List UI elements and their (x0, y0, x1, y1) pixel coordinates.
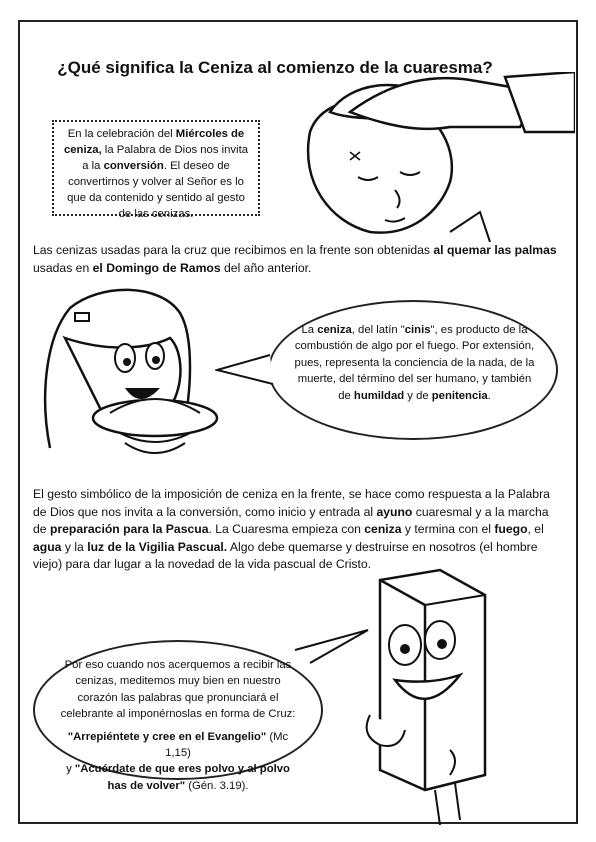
text: y (66, 763, 75, 776)
text: . (487, 389, 491, 402)
bible-quote-2 (55, 761, 301, 794)
text: cuaresmal y a la marcha de (33, 504, 549, 536)
text: (Mc 1,15) (165, 730, 289, 760)
text: . El deseo de convertirnos y volver al Señor es lo que da contenido y sentido al gesto de las cenizas. (67, 160, 245, 220)
bold-text: agua (33, 539, 62, 554)
bold-text: al quemar las palmas (433, 243, 557, 257)
text: usadas en (33, 260, 93, 275)
bible-quote-1 (55, 729, 301, 762)
text: . La Cuaresma empieza con (208, 522, 365, 536)
text: (Gén. 3.19). (185, 779, 249, 792)
text: y termina con el (401, 522, 495, 536)
boy-ashes-illustration (290, 72, 575, 242)
speech-bubble-tail (215, 350, 285, 390)
bold-text: ceniza (317, 324, 352, 336)
text: del año anterior. (220, 260, 312, 275)
girl-bowl-illustration (30, 278, 240, 478)
text: Algo debe quemarse y destruirse en nosotros (el hombre viejo) para dar lugar a la novedad de la vida pascual de Cristo. (33, 539, 538, 571)
book-character-illustration (345, 565, 495, 825)
text: El gesto simbólico de la imposición de ceniza en la frente, se hace como respuesta a la Palabra de Dios que nos invita a la conversión, como inicio y entrada al (33, 487, 550, 519)
bold-text: "Arrepiéntete y cree en el Evangelio" (67, 730, 267, 743)
bold-text: penitencia (431, 389, 488, 402)
bold-text: preparación para la Pascua (49, 522, 209, 536)
paragraph-ashes-origin (33, 242, 563, 277)
bold-text: ceniza (364, 522, 402, 536)
text: la Palabra de Dios nos invita a la (82, 144, 248, 172)
bold-text: "Acuérdate de que eres polvo y al polvo has de volver" (74, 763, 290, 792)
text: , el (527, 522, 544, 536)
text: , del latín " (351, 324, 405, 336)
bold-text: el Domingo de Ramos (92, 260, 221, 275)
page-title: ¿Qué significa la Ceniza al comienzo de la cuaresma? (57, 58, 493, 77)
text: La (301, 324, 318, 336)
text: En la celebración del (67, 128, 176, 140)
paragraph-symbolic-gesture (33, 486, 563, 574)
bold-text: Miércoles de ceniza, (63, 128, 245, 156)
text: ", es producto de la combustión de algo por el fuego. Por extensión, pues, representa la conciencia de la nada, de la muerte, del término del ser humano, y también de (294, 324, 535, 402)
text: Las cenizas usadas para la cruz que recibimos en la frente son obtenidas (33, 243, 434, 257)
bubble-reflection-text (55, 657, 301, 794)
speech-bubble-tail (290, 625, 370, 665)
bold-text: ayuno (376, 504, 413, 519)
bubble-ceniza-text (292, 322, 537, 404)
bold-text: conversión (103, 160, 164, 172)
bubble-intro-text: Por eso cuando nos acerquemos a recibir las cenizas, meditemos muy bien en nuestro corazón las palabras que pronunciará el celebrante al imponérnoslas en forma de Cruz: (60, 659, 296, 721)
bold-text: luz de la Vigilia Pascual. (87, 539, 228, 554)
text: y de (404, 389, 432, 402)
bold-text: cinis (404, 324, 431, 336)
bold-text: humildad (353, 389, 405, 402)
text: y la (61, 539, 88, 554)
bold-text: fuego (494, 522, 528, 536)
intro-box (52, 120, 260, 220)
